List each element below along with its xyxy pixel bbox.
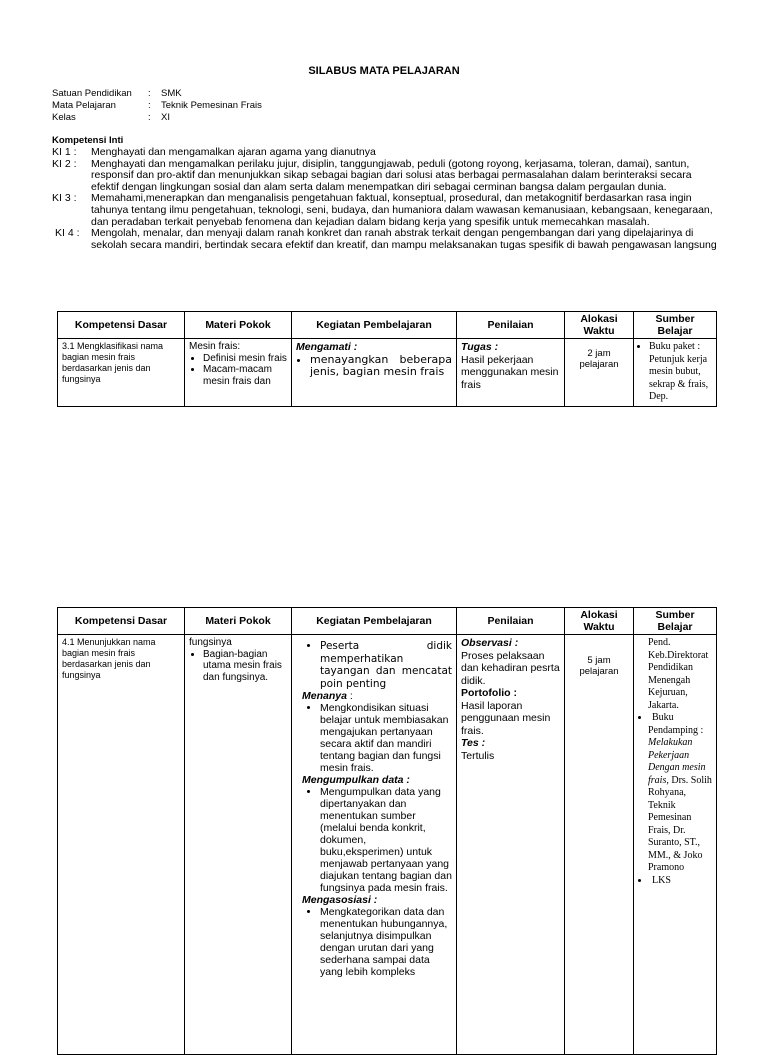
info-key: Satuan Pendidikan [52, 88, 132, 99]
sumber-text: , Drs. Solih Rohyana, Teknik Pemesinan Frais, Dr. Suranto, ST., MM., & Joko Pramono [648, 774, 712, 873]
ki-code: KI 4 : [55, 227, 80, 240]
ki-item [52, 147, 722, 159]
header-materi-pokok: Materi Pokok [185, 312, 292, 339]
penilaian-head: Tes : [461, 737, 486, 749]
list-item: • Bagian-bagian utama mesin frais dan fungsinya. [203, 649, 287, 684]
ki-item [52, 228, 722, 251]
sumber-cell [634, 635, 717, 1055]
list-item: • Mengkondisikan situasi belajar untuk membiasakan mengajukan pertanyaan secara aktif dan mandiri tentang bagian dan fungsi mesin frais. [320, 702, 452, 774]
header-alokasi: Alokasi Waktu [565, 608, 634, 635]
penilaian-head: Tugas : [461, 341, 499, 353]
ki-code: KI 1 : [52, 146, 77, 158]
list-item: • menayangkan beberapa jenis, bagian mesin frais [310, 354, 452, 379]
info-value: SMK [161, 88, 182, 99]
list-item: • Mengumpulkan data yang dipertanyakan dan menentukan sumber (melalui benda konkrit, dokumen, buku,eksperimen) untuk menjawab pertanyaan yang diajukan tentang bagian dan fungsinya pada mesin frais. [320, 786, 452, 894]
header-kompetensi-dasar: Kompetensi Dasar [58, 312, 185, 339]
kegiatan-head: Mengumpulkan data : [302, 774, 410, 786]
info-value: XI [161, 112, 170, 123]
ki-item [52, 159, 722, 194]
list-item: • Mengkategorikan data dan menentukan hubungannya, selanjutnya disimpulkan dengan urutan dari yang sederhana sampai data yang lebih kompleks [320, 906, 452, 978]
table-header-row [58, 608, 717, 635]
list-item: • Peserta didik memperhatikan tayangan dan mencatat poin penting [320, 640, 452, 690]
ki-code: KI 3 : [52, 192, 77, 205]
table-row [58, 635, 717, 1055]
ki-list [52, 147, 722, 251]
header-sumber: Sumber Belajar [634, 312, 717, 339]
ki-heading: Kompetensi Inti [52, 135, 124, 146]
header-penilaian: Penilaian [457, 608, 565, 635]
ki-text: Menghayati dan mengamalkan ajaran agama yang dianutnya [91, 146, 376, 158]
syllabus-table-1 [57, 311, 717, 407]
ki-text: Mengolah, menalar, dan menyaji dalam ranah konkret dan ranah abstrak terkait dengan pengembangan dari yang dipelajarinya di sekolah secara mandiri, bertindak secara efektif dan kreatif, dan mampu melaksanakan tugas spesifik di bawah pengawasan langsung [91, 227, 717, 251]
table-header-row [58, 312, 717, 339]
header-kegiatan: Kegiatan Pembelajaran [292, 608, 457, 635]
sumber-book-title: Melakukan Pekerjaan Dengan mesin frais [648, 737, 706, 786]
alokasi-cell: 5 jam pelajaran [565, 635, 634, 1055]
sumber-lead: Pend. Keb.Direktorat Pendidikan Menengah Kejuruan, Jakarta. [648, 637, 709, 711]
materi-cell [185, 339, 292, 407]
list-item: • LKS [638, 875, 712, 888]
header-materi-pokok: Materi Pokok [185, 608, 292, 635]
info-sep: : [148, 112, 151, 123]
kegiatan-head [302, 690, 452, 702]
penilaian-text: Tertulis [461, 749, 495, 762]
header-alokasi: Alokasi Waktu [565, 312, 634, 339]
materi-lead: fungsinya [189, 637, 232, 648]
materi-cell [185, 635, 292, 1055]
ki-code: KI 2 : [52, 157, 77, 170]
penilaian-text: Proses pelaksaan dan kehadiran pesrta didik. [461, 649, 560, 687]
sumber-text: Buku Pendamping : [648, 712, 704, 736]
info-value: Teknik Pemesinan Frais [161, 100, 262, 111]
info-key: Mata Pelajaran [52, 100, 116, 111]
info-row [52, 100, 262, 112]
header-kegiatan: Kegiatan Pembelajaran [292, 312, 457, 339]
kegiatan-head: Mengasosiasi : [302, 894, 378, 906]
info-sep: : [148, 88, 151, 99]
penilaian-head: Observasi : [461, 637, 519, 649]
kegiatan-cell [292, 635, 457, 1055]
header-sumber: Sumber Belajar [634, 608, 717, 635]
kegiatan-head-label: Menanya [302, 690, 347, 702]
kd-cell: 3.1 Mengklasifikasi nama bagian mesin frais berdasarkan jenis dan fungsinya [58, 339, 185, 407]
header-kompetensi-dasar: Kompetensi Dasar [58, 608, 185, 635]
info-row [52, 112, 262, 124]
kegiatan-cell [292, 339, 457, 407]
kegiatan-head: Mengamati : [296, 341, 358, 353]
ki-item [52, 193, 722, 228]
info-row [52, 88, 262, 100]
sumber-cell [634, 339, 717, 407]
info-key: Kelas [52, 112, 76, 123]
alokasi-cell: 2 jam pelajaran [565, 339, 634, 407]
header-penilaian: Penilaian [457, 312, 565, 339]
penilaian-cell [457, 635, 565, 1055]
table-row [58, 339, 717, 407]
document-title: SILABUS MATA PELAJARAN [308, 65, 460, 77]
syllabus-table-2 [57, 607, 717, 1055]
list-item: • Definisi mesin frais [203, 353, 287, 365]
list-item: • Macam-macam mesin frais dan [203, 364, 287, 387]
penilaian-head: Portofolio : [461, 687, 517, 699]
ki-text: Memahami,menerapkan dan menganalisis pengetahuan faktual, konseptual, prosedural, dan metakognitif berdasarkan rasa ingin tahunya tentang ilmu pengetahuan, teknologi, seni, budaya, dan humaniora dalam wawasan kemanusiaan, kebangsaan, kenegaraan, dan peradaban terkait penyebab fenomena dan kejadian dalam bidang kerja yang spesifik untuk memecahkan masalah. [91, 192, 713, 228]
ki-text: Menghayati dan mengamalkan perilaku jujur, disiplin, tanggungjawab, peduli (gotong royong, kerjasama, toleran, damai), santun, responsif dan pro-aktif dan menunjukkan sikap sebagai bagian dari solusi atas berbagai permasalahan dalam berinteraksi secara efektif dengan lingkungan sosial dan alam serta dalam menempatkan diri sebagai cerminan bangsa dalam pergaulan dunia. [91, 157, 692, 193]
list-item [638, 712, 712, 875]
penilaian-text: Hasil pekerjaan menggunakan mesin frais [461, 353, 559, 391]
info-sep: : [148, 100, 151, 111]
identity-info [52, 88, 262, 124]
kegiatan-head-colon: : [346, 690, 353, 702]
materi-lead: Mesin frais: [189, 341, 241, 352]
penilaian-text: Hasil laporan penggunaan mesin frais. [461, 699, 551, 737]
kd-cell: 4.1 Menunjukkan nama bagian mesin frais berdasarkan jenis dan fungsinya [58, 635, 185, 1055]
penilaian-cell [457, 339, 565, 407]
list-item: • Buku paket : Petunjuk kerja mesin bubut, sekrap & frais, Dep. [649, 341, 712, 404]
